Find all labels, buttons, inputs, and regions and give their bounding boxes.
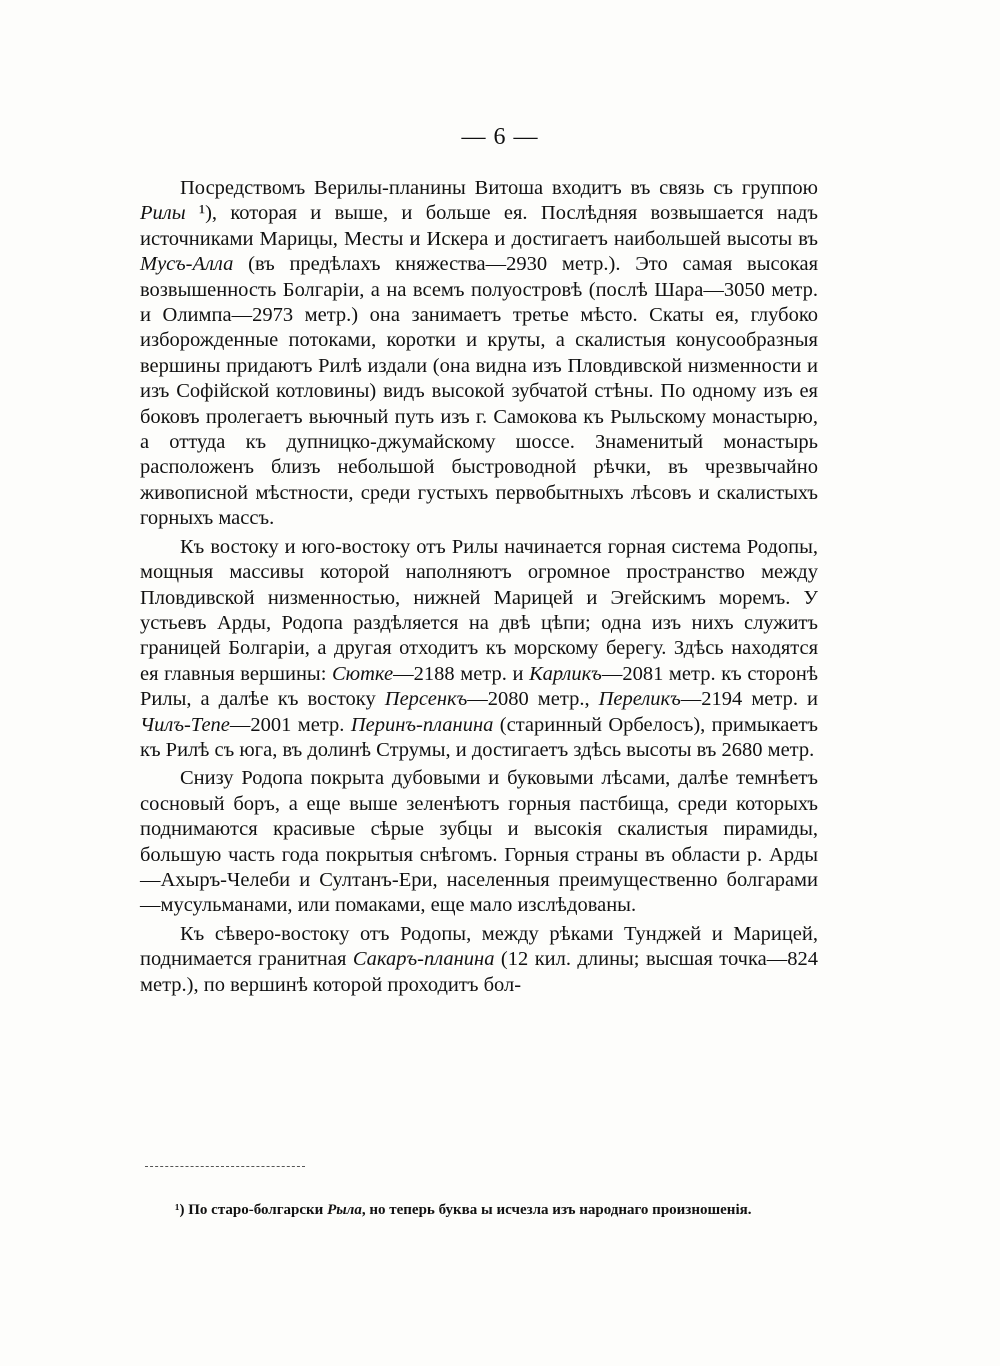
paragraph-text: —2188 метр. и bbox=[393, 662, 530, 685]
paragraph-text: ¹), которая и выше, и больше ея. Послѣдняя возвышается надъ источниками Марицы, Месты и Искера и достигаетъ наибольшей высоты въ bbox=[140, 202, 818, 250]
footnote-italic-term: Рыла bbox=[327, 1202, 362, 1218]
paragraph-text: —2001 метр. bbox=[229, 713, 351, 736]
paragraph-text: Къ сѣверо-востоку отъ Родопы, между рѣками Тунджей и Марицей, поднимается гранитная bbox=[140, 922, 818, 971]
paragraph-italic-term: Рилы bbox=[140, 202, 186, 225]
paragraph-text: Снизу Родопа покрыта дубовыми и буковыми лѣсами, далѣе темнѣетъ сосновый боръ, а еще выше зеленѣютъ горныя пастбища, среди которыхъ поднимаются красивые сѣрые зубцы и высокія скалистыя пирамиды, большую часть года покрытыя снѣгомъ. Горныя страны въ области р. Арды—Ахыръ-Челеби и Султанъ-Ери, населенныя преимущественно болгарами—мусульманами, или помаками, еще мало изслѣдованы. bbox=[140, 767, 818, 917]
paragraph-4 bbox=[140, 922, 818, 998]
paragraph-italic-term: Карликъ bbox=[529, 662, 602, 685]
paragraph-text: (старинный Орбелосъ), примыкаетъ къ Рилѣ съ юга, въ долинѣ Струмы, и достигаетъ здѣсь высоты въ 2680 метр. bbox=[140, 713, 818, 761]
paragraph-2 bbox=[140, 535, 818, 764]
footnote-separator bbox=[145, 1166, 305, 1167]
paragraph-text: —2194 метр. и bbox=[680, 688, 818, 711]
paragraph-text: Къ востоку и юго-востоку отъ Рилы начинается горная система Родопы, мощныя массивы которой наполняютъ огромное пространство между Пловдивской низменностью, нижней Марицей и Эгейскимъ моремъ. У устьевъ Арды, Родопа раздѣляется на двѣ цѣпи; одна изъ нихъ служитъ границей Болгаріи, а другая отходитъ къ морскому берегу. Здѣсь находятся ея главныя вершины: bbox=[140, 535, 818, 685]
paragraph-3 bbox=[140, 766, 818, 918]
paragraph-italic-term: Перинъ-планина bbox=[350, 713, 494, 736]
paragraph-italic-term: Переликъ bbox=[598, 688, 681, 711]
body-text bbox=[140, 176, 818, 998]
footnote-text: ¹) По старо-болгарски bbox=[175, 1202, 328, 1218]
paragraph-1 bbox=[140, 176, 818, 532]
footnote bbox=[145, 1201, 818, 1219]
paragraph-italic-term: Чилъ-Тепе bbox=[140, 713, 230, 736]
footnote-text: , но теперь буква ы исчезла изъ народнаго произношенія. bbox=[361, 1202, 752, 1218]
paragraph-italic-term: Персенкъ bbox=[384, 688, 468, 711]
paragraph-text: (въ предѣлахъ княжества—2930 метр.). Это самая высокая возвышенность Болгаріи, а на всемъ полуостровѣ (послѣ Шара—3050 метр. и Олимпа—2973 метр.) она занимаетъ третье мѣсто. Скаты ея, глубоко изборожденные потоками, коротки и круты, а скалистыя конусообразныя вершины придаютъ Рилѣ издали (она видна изъ Пловдивской низменности и изъ Софійской котловины) видъ высокой зубчатой стѣны. По одному изъ ея боковъ пролегаетъ вьючный путь изъ г. Самокова къ Рыльскому монастырю, а оттуда къ дупницко-джумайскому шоссе. Знаменитый монастырь расположенъ близъ небольшой быстроводной рѣчки, въ чрезвычайно живописной мѣстности, среди густыхъ первобытныхъ лѣсовъ и скалистыхъ горныхъ массъ. bbox=[140, 253, 818, 530]
page-number: — 6 — bbox=[461, 124, 539, 150]
paragraph-text: —2081 метр. къ сторонѣ Рилы, а далѣе къ востоку bbox=[140, 662, 818, 711]
paragraph-text: (12 кил. длины; высшая точка—824 метр.), по вершинѣ которой проходитъ бол- bbox=[140, 948, 818, 996]
paragraph-italic-term: Сютке bbox=[332, 662, 394, 685]
paragraph-italic-term: Сакаръ-планина bbox=[352, 948, 495, 971]
paragraph-text: —2080 метр., bbox=[467, 688, 599, 711]
paragraph-italic-term: Мусъ-Алла bbox=[140, 253, 234, 276]
paragraph-text: Посредствомъ Верилы-планины Витоша входитъ въ связь съ группою bbox=[180, 177, 818, 199]
